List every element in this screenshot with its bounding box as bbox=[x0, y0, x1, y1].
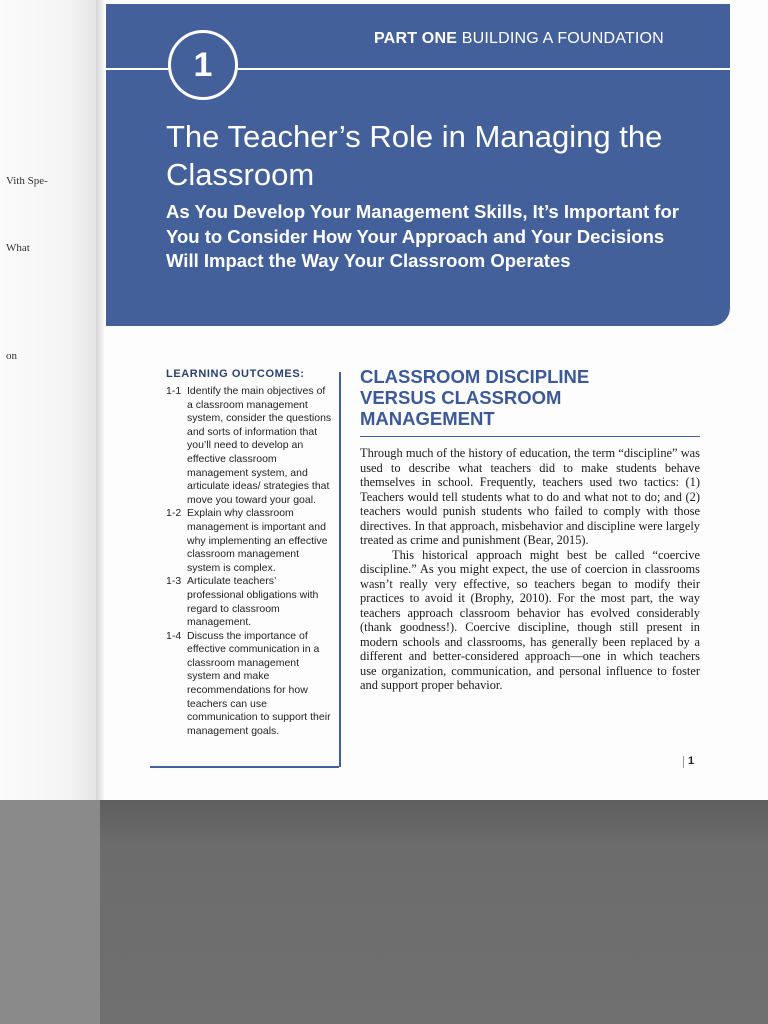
outcomes-border-bottom bbox=[150, 766, 339, 768]
facing-page-fragment: Vith Spe- bbox=[6, 175, 48, 187]
learning-outcomes-heading: LEARNING OUTCOMES: bbox=[166, 368, 305, 380]
chapter-title: The Teacher’s Role in Managing the Classroom bbox=[166, 119, 663, 192]
outcome-number: 1-4 bbox=[166, 629, 182, 642]
part-label: PART ONE bbox=[374, 30, 458, 47]
facing-page-edge bbox=[0, 0, 100, 800]
chapter-number-badge bbox=[168, 30, 238, 100]
learning-outcome-item bbox=[166, 385, 332, 507]
learning-outcome-item bbox=[166, 630, 332, 739]
page-number: 1 bbox=[688, 755, 695, 767]
learning-outcome-item bbox=[166, 507, 332, 575]
facing-page-fragment: on bbox=[6, 350, 17, 362]
outcomes-border-vertical bbox=[339, 372, 341, 767]
outcome-text: Explain why classroom management is important and why implementing an effective classroom management system is complex. bbox=[187, 507, 328, 574]
article-body bbox=[360, 446, 700, 693]
learning-outcome-item bbox=[166, 575, 332, 629]
header-rule-right bbox=[236, 68, 730, 70]
part-title: BUILDING A FOUNDATION bbox=[461, 30, 664, 47]
part-heading bbox=[374, 30, 664, 48]
chapter-subtitle: As You Develop Your Management Skills, It’s Important for You to Consider How Your Approach and Your Decisions Will Impact the Way Your Classroom Operates bbox=[166, 201, 679, 271]
body-paragraph: This historical approach might best be called “coercive discipline.” As you might expect, the use of coercion in classrooms wasn’t really very effective, so teachers began to modify their practices to avoid it (Brophy, 2010). For the most part, the way teachers approach classroom behavior has evolved considerably (thank goodness!). Coercive discipline, though still present in modern schools and classrooms, has generally been replaced by a different and better-considered approach—one in which teachers use organization, communication, and personal influence to foster and support proper behavior. bbox=[360, 547, 700, 692]
chapter-number: 1 bbox=[193, 45, 213, 84]
outcome-number: 1-1 bbox=[166, 385, 182, 397]
outcome-text: Identify the main objectives of a classroom management system, consider the questions and sorts of information that you’ll need to develop an effective classroom management system, and articulate ideas/ strategies that move you toward your goal. bbox=[187, 385, 332, 506]
outcome-text: Discuss the importance of effective communication in a classroom management system and make recommendations for how teachers can use communication to support their management goals. bbox=[187, 629, 331, 737]
section-heading-rule bbox=[360, 436, 700, 437]
page-number-divider bbox=[683, 756, 684, 768]
section-heading: CLASSROOM DISCIPLINE VERSUS CLASSROOM MANAGEMENT bbox=[360, 366, 590, 429]
body-paragraph: Through much of the history of education, the term “discipline” was used to describe what teachers did to make students behave themselves in school. Frequently, teachers used two tactics: (1) Teachers would tell students what to do and what not to do; and (2) teachers would punish students who failed to comply with those directives. In that approach, misbehavior and discipline were largely treated as crime and punishment (Bear, 2015). bbox=[360, 446, 700, 547]
facing-page-fragment: What bbox=[6, 242, 30, 254]
book-gutter bbox=[96, 0, 104, 800]
outcome-number: 1-3 bbox=[166, 575, 182, 588]
header-rule-left bbox=[106, 68, 170, 70]
outcome-number: 1-2 bbox=[166, 507, 182, 520]
scanner-background bbox=[0, 800, 768, 1024]
outcome-text: Articulate teachers’ professional obligations with regard to classroom management. bbox=[187, 575, 319, 629]
scanner-background-left bbox=[0, 800, 100, 1024]
learning-outcomes-list bbox=[166, 385, 332, 738]
